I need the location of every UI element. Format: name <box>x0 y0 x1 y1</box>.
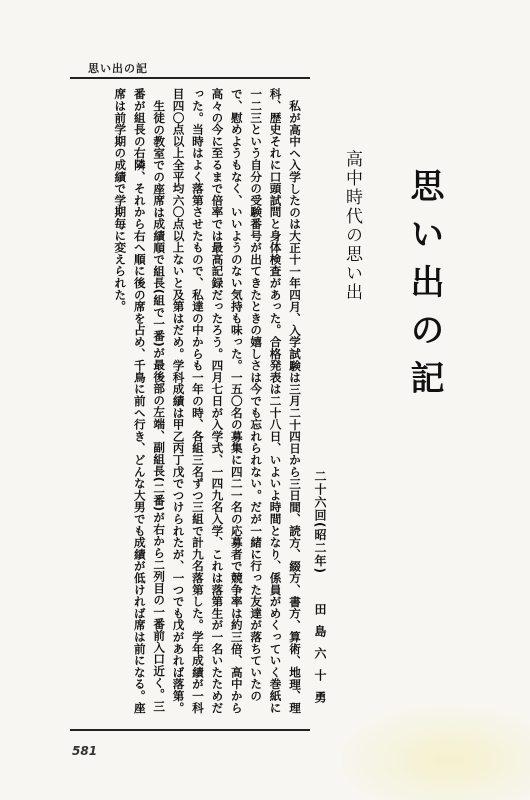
article-title: 思い出の記 <box>404 168 444 408</box>
body-text <box>64 88 304 714</box>
bottom-rule <box>70 729 310 731</box>
author-line <box>312 470 329 713</box>
page-number: 581 <box>72 744 98 758</box>
running-head: 思い出の記 <box>88 62 148 75</box>
top-rule <box>70 77 310 79</box>
author-class-info: 二十六回(昭二年) <box>313 470 327 574</box>
paragraph-2: 生徒の教室での座席は成績順で組長(組で一番)が最後部の左端、副組長(二番)が右から二列目の一番前入口近く。三番が組長の右隣、それから右へ順に後の席を占め、千鳥に前へ行き、どんな大男でも成績が低ければ席は前になる。座席は前学期の成績で学期毎に変えられた。 <box>113 88 167 714</box>
paper-stain <box>330 700 530 800</box>
author-name: 田島六十勇 <box>313 603 327 714</box>
article-subtitle: 高中時代の思い出 <box>342 150 362 302</box>
paragraph-1: 私が高中へ入学したのは大正十一年四月、入学試験は三月二十四日から三日間、読方、綴方、書方、算術、地理、理科、歴史それに口頭試問と身体検査があった。合格発表は二十八日、いよいよ時間となり、係員がめくっていく巻紙に一二三という自分の受験番号が出てきたときの嬉しさは今でも忘れられない。だが一緒に行った友達が落ちていたので、慰めようもなく、いいようのない気持も味った。一五〇名の募集に四二一名の応募者で競争率は約三倍、高中から高々の今に至るまで倍率では最高記録だったろう。四月七日が入学式、一四九名入学、これは落第生が一名いたためだった。当時はよく落第させたもので、私達の中からも一年の時、各組三名ずつ三組で計九名落第した。学年成績が一科目四〇点以上全平均六〇点以上ないと及第はだめ。学科成績は甲乙丙丁戊でつけられたが、一つでも戊があれば落第。 <box>171 88 302 714</box>
